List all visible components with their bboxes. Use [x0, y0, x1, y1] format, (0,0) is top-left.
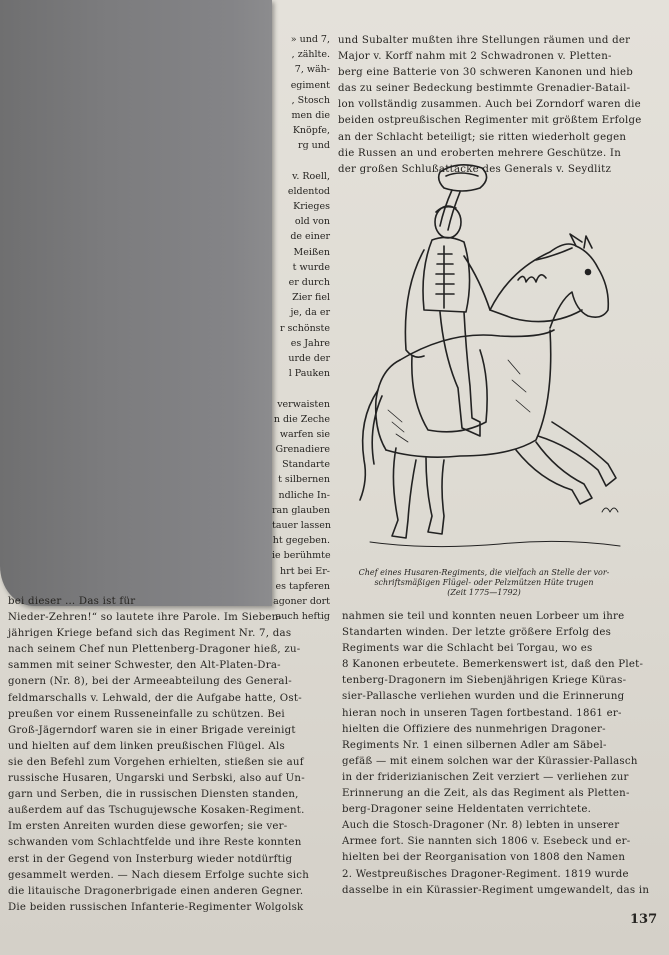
fragment-line: de einer — [290, 231, 330, 243]
text-line: Standarten winden. Der letzte größere Erfolg des — [342, 627, 612, 639]
fragment-line: eldentod — [287, 185, 330, 197]
text-line: Armee fort. Sie nannten sich 1806 v. Esebeck und er- — [342, 836, 631, 848]
text-line: preußen vor einem Russeneinfalle zu schützen. Bei — [8, 708, 285, 720]
text-line: garn und Serben, die in russischen Diensten standen, — [8, 789, 299, 801]
text-line: in der friderizianischen Zeit verziert — verliehen zur — [342, 771, 629, 783]
text-line: der großen Schlußattacke des Generals v. Seydlitz — [338, 163, 612, 175]
text-line: tenberg-Dragonern im Siebenjährigen Kriege Küras- — [342, 675, 627, 687]
text-line: sie den Befehl zum Vorgehen erhielten, stießen sie auf — [8, 756, 304, 768]
text-line: hielten bei der Reorganisation von 1808 den Namen — [342, 852, 626, 864]
text-line: die litauische Dragonerbrigade einen anderen Gegner. — [8, 885, 304, 897]
text-line: außerdem auf das Tschugujewsche Kosaken-Regiment. — [8, 805, 305, 817]
text-line: erst in der Gegend von Insterburg wieder notdürftig — [8, 853, 293, 865]
text-line: beiden ostpreußischen Regimenter mit größtem Erfolge — [338, 115, 642, 127]
text-line: berg eine Batterie von 30 schweren Kanonen und hieb — [338, 67, 634, 79]
left-column-fragments — [272, 32, 330, 624]
illustration-caption — [344, 568, 624, 598]
fragment-line: 7, wäh- — [294, 64, 330, 76]
text-line: Auch die Stosch-Dragoner (Nr. 8) lebten in unserer — [342, 820, 620, 832]
text-line: Regiments Nr. 1 einen silbernen Adler am Säbel- — [342, 739, 607, 751]
fragment-line: v. Roell, — [292, 170, 330, 182]
fragment-line: agoner dort — [273, 595, 330, 607]
fragment-line: Knöpfe, — [292, 125, 330, 137]
text-line: Groß-Jägerndorf waren sie in einer Brigade vereinigt — [8, 724, 296, 736]
text-line: berg-Dragoner seine Heldentaten verrichtete. — [342, 804, 592, 816]
text-line: an der Schlacht beteiligt; sie ritten wiederholt gegen — [338, 131, 627, 143]
text-line: sammen mit seiner Schwester, den Alt-Platen-Dra- — [8, 660, 281, 672]
text-line: dasselbe in ein Kürassier-Regiment umgewandelt, das in — [342, 884, 650, 896]
fragment-line: Grenadiere — [275, 444, 330, 456]
fragment-line: egiment — [290, 79, 330, 91]
fragment-line: er durch — [288, 277, 330, 288]
page-number: 137 — [630, 912, 658, 927]
text-column-right-bottom — [342, 609, 650, 899]
fragment-line: hrt bei Er- — [280, 565, 330, 577]
fragment-line: t wurde — [292, 261, 330, 273]
fragment-line — [272, 154, 330, 169]
text-line: gonern (Nr. 8), bei der Armeeabteilung des General- — [8, 676, 292, 688]
fragment-line: tauer lassen — [272, 520, 331, 531]
caption-line: schriftsmäßigen Flügel- oder Pelzmützen Hüte trugen — [374, 578, 594, 587]
text-line: bei dieser … Das ist für — [8, 596, 136, 607]
fragment-line: ie berühmte — [272, 550, 331, 562]
caption-line: Chef eines Husaren-Regiments, die vielfach an Stelle der vor- — [358, 568, 610, 577]
text-line: Major v. Korff nahm mit 2 Schwadronen v. Pletten- — [338, 51, 612, 63]
fragment-line: es tapferen — [275, 580, 330, 592]
text-line: Regiments war die Schlacht bei Torgau, wo es — [342, 643, 593, 655]
text-line: 2. Westpreußisches Dragoner-Regiment. 1819 wurde — [342, 868, 629, 880]
fragment-line: ndliche In- — [278, 489, 330, 501]
fragment-line: urde der — [288, 352, 330, 364]
text-column-right-top — [338, 33, 642, 178]
text-line: gefäß — mit einem solchen war der Kürassier-Pallasch — [342, 755, 638, 767]
fragment-line: » und 7, — [290, 34, 330, 45]
fragment-line: es Jahre — [290, 337, 330, 349]
fragment-line: Krieges — [293, 201, 330, 213]
text-line: nahmen sie teil und konnten neuen Lorbeer um ihre — [342, 611, 625, 622]
text-line: russische Husaren, Ungarski und Serbski, also auf Un- — [8, 773, 305, 785]
fragment-line: warfen sie — [279, 428, 330, 440]
fragment-line: n die Zeche — [273, 413, 330, 425]
text-line: hielten die Offiziere des nunmehrigen Dragoner- — [342, 723, 606, 735]
text-line: nach seinem Chef nun Plettenberg-Dragoner hieß, zu- — [8, 644, 301, 656]
text-line: und hielten auf dem linken preußischen Flügel. Als — [8, 740, 285, 752]
hussar-rider-illustration — [340, 160, 625, 570]
text-line: jährigen Kriege befand sich das Regiment Nr. 7, das — [8, 628, 292, 640]
fragment-line — [272, 381, 330, 396]
text-line: feldmarschalls v. Lehwald, der die Aufgabe hatte, Ost- — [8, 692, 302, 704]
fragment-line: , zählte. — [291, 49, 330, 61]
text-line: gesammelt werden. — Nach diesem Erfolge suchte sich — [8, 869, 310, 881]
text-line: und Subalter mußten ihre Stellungen räumen und der — [338, 35, 631, 46]
text-line: lon vollständig zusammen. Auch bei Zorndorf waren die — [338, 99, 641, 111]
fragment-line: Meißen — [293, 246, 330, 258]
fragment-line: , Stosch — [291, 94, 330, 106]
caption-line: (Zeit 1775—1792) — [447, 588, 521, 597]
text-line: Im ersten Anreiten wurden diese geworfen; sie ver- — [8, 821, 288, 833]
text-line: sier-Pallasche verliehen wurden und die Erinnerung — [342, 691, 625, 703]
fragment-line: rg und — [298, 140, 330, 152]
fragment-line: verwaisten — [277, 398, 330, 410]
text-line: das zu seiner Bedeckung bestimmte Grenadier-Batail- — [338, 83, 631, 95]
text-line: Erinnerung an die Zeit, als das Regiment als Pletten- — [342, 788, 630, 800]
fragment-line: Zier fiel — [292, 292, 330, 304]
fragment-line: je, da er — [290, 307, 330, 319]
fragment-line: ht gegeben. — [272, 535, 330, 547]
text-line: die Russen an und eroberten mehrere Geschütze. In — [338, 147, 622, 159]
fragment-line: old von — [294, 216, 330, 228]
fragment-line: men die — [291, 109, 330, 121]
fragment-line: l Pauken — [288, 368, 330, 380]
fragment-line: auch heftig — [275, 611, 330, 623]
text-line: 8 Kanonen erbeutete. Bemerkenswert ist, daß den Plet- — [342, 659, 644, 671]
text-line: schwanden vom Schlachtfelde und ihre Reste konnten — [8, 837, 302, 849]
fragment-line: ran glauben — [272, 504, 331, 516]
fragment-line: r schönste — [279, 322, 330, 334]
text-line: Nieder-Zehren!“ so lautete ihre Parole. Im Sieben- — [8, 612, 283, 624]
fragment-line: Standarte — [282, 459, 330, 471]
text-line: Die beiden russischen Infanterie-Regimenter Wolgolsk — [8, 901, 304, 913]
text-line: hieran noch in unseren Tagen fortbestand. 1861 er- — [342, 707, 622, 719]
folded-page-corner — [0, 0, 272, 606]
fragment-line: t silbernen — [278, 474, 330, 486]
text-column-left-bottom — [8, 594, 331, 916]
